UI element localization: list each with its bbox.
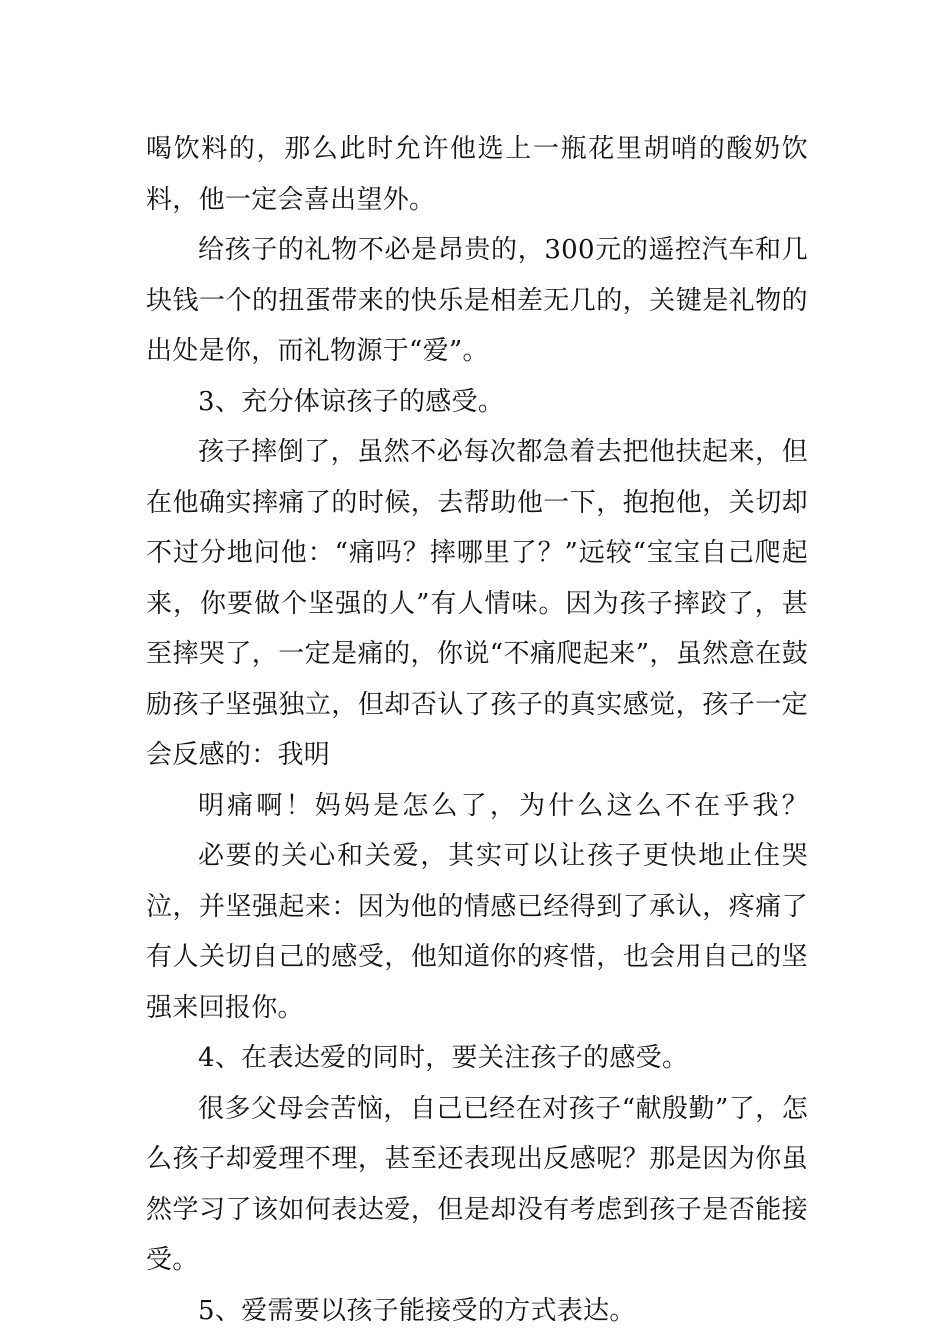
paragraph-7: 很多父母会苦恼，自己已经在对孩子“献殷勤”了，怎么孩子却爱理不理，甚至还表现出反感呢？那是因为你虽然学习了该如何表达爱，但是却没有考虑到孩子是否能接受。 [146, 1093, 808, 1275]
paragraph-1: 喝饮料的，那么此时允许他选上一瓶花里胡哨的酸奶饮料，他一定会喜出望外。 [146, 134, 808, 215]
paragraph-5: 必要的关心和关爱，其实可以让孩子更快地止住哭泣，并坚强起来：因为他的情感已经得到了承认，疼痛了有人关切自己的感受，他知道你的疼惜，也会用自己的坚强来回报你。 [146, 841, 808, 1023]
heading-point-5: 5、爱需要以孩子能接受的方式表达。 [198, 1295, 636, 1326]
paragraph-4 [146, 427, 808, 831]
paragraph-2: 给孩子的礼物不必是昂贵的，300元的遥控汽车和几块钱一个的扭蛋带来的快乐是相差无几的，关键是礼物的出处是你，而礼物源于“爱”。 [146, 235, 808, 366]
heading-point-3: 3、充分体谅孩子的感受。 [198, 386, 505, 417]
paragraph-4-stretched-line: 明痛啊！妈妈是怎么了，为什么这么不在乎我？ [198, 790, 808, 821]
heading-point-4: 4、在表达爱的同时，要关注孩子的感受。 [198, 1043, 689, 1073]
document-body [146, 124, 808, 1336]
paragraph-4-main: 孩子摔倒了，虽然不必每次都急着去把他扶起来，但在他确实摔痛了的时候，去帮助他一下，抱抱他，关切却不过分地问他：“痛吗？摔哪里了？”远较“宝宝自己爬起来，你要做个坚强的人”有人情味。因为孩子摔跤了，甚至摔哭了，一定是痛的，你说“不痛爬起来”，虽然意在鼓励孩子坚强独立，但却否认了孩子的真实感觉，孩子一定会反感的：我明 [146, 437, 808, 770]
